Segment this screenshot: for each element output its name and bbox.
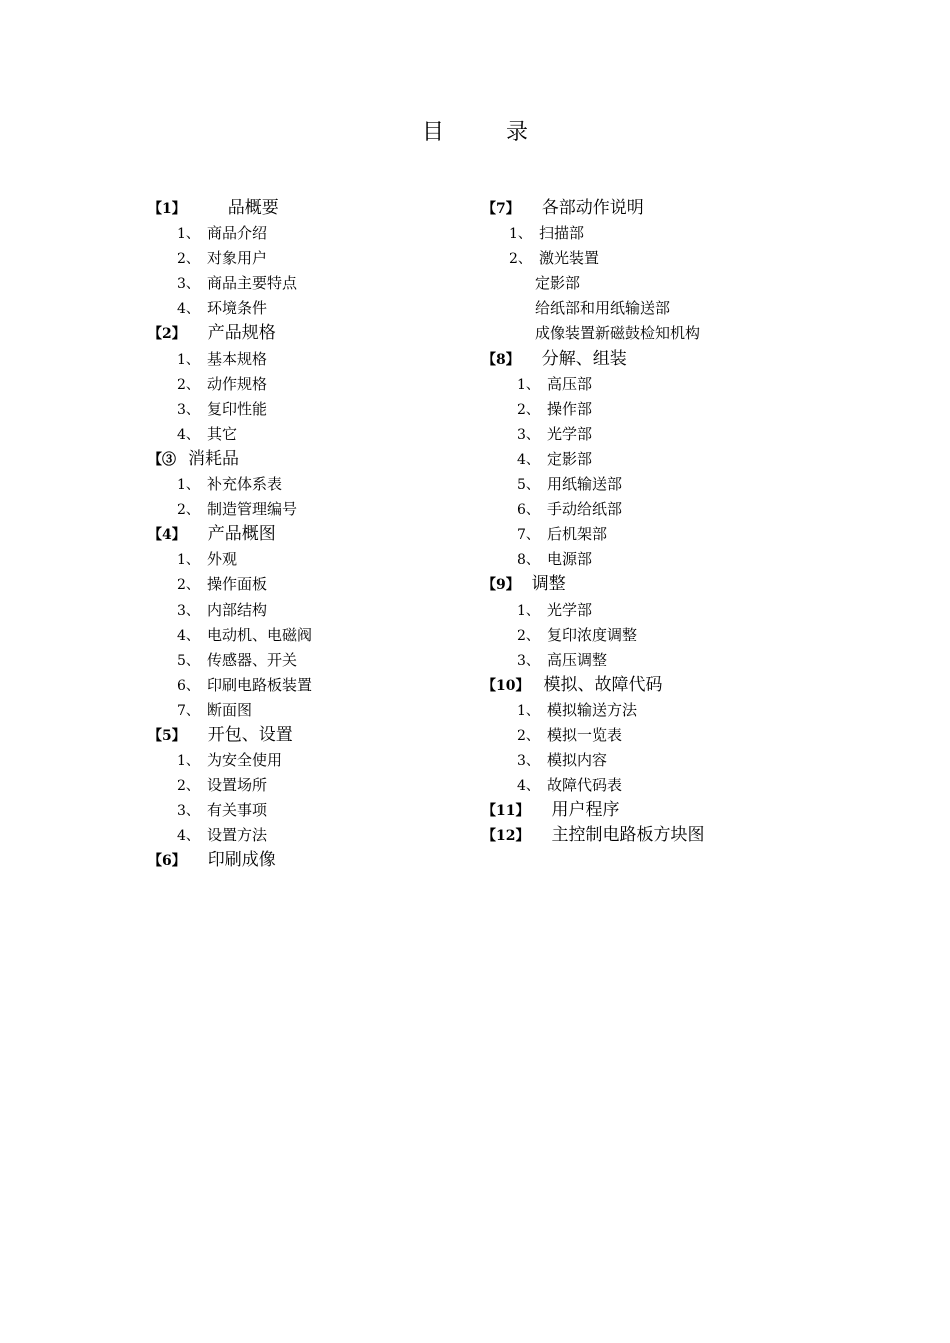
subsection-title: 给纸部和用纸输送部 bbox=[535, 299, 671, 318]
subsection-number: 1、 bbox=[177, 477, 200, 494]
subsection-title: 操作部 bbox=[547, 399, 593, 418]
subsection-number: 3、 bbox=[177, 401, 200, 418]
title-char-left: 目 bbox=[421, 120, 444, 145]
subsection-title: 设置方法 bbox=[207, 826, 268, 845]
toc-subsection-item[interactable] bbox=[482, 422, 704, 447]
subsection-number: 1、 bbox=[517, 602, 540, 619]
subsection-number: 2、 bbox=[177, 577, 200, 594]
subsection-number: 2、 bbox=[517, 401, 540, 418]
subsection-number: 8、 bbox=[517, 552, 540, 569]
section-title: 产品概图 bbox=[207, 524, 276, 545]
subsection-title: 其它 bbox=[207, 424, 238, 443]
toc-subsection-item[interactable] bbox=[482, 723, 704, 748]
section-title: 印刷成像 bbox=[207, 850, 276, 871]
subsection-number: 5、 bbox=[517, 477, 540, 494]
subsection-title: 扫描部 bbox=[539, 224, 585, 243]
section-title: 各部动作说明 bbox=[541, 198, 644, 218]
subsection-number: 2、 bbox=[177, 376, 200, 393]
subsection-number: 4、 bbox=[517, 778, 540, 795]
subsection-number: 2、 bbox=[509, 251, 532, 268]
section-number: 【9】 bbox=[482, 577, 520, 594]
section-number: 【8】 bbox=[482, 351, 520, 368]
toc-section-heading[interactable] bbox=[482, 196, 704, 221]
toc-section-heading[interactable] bbox=[482, 673, 704, 698]
section-number: 【7】 bbox=[482, 201, 520, 217]
toc-subsection-item[interactable] bbox=[148, 623, 312, 648]
subsection-title: 定影部 bbox=[535, 274, 581, 293]
toc-subsection-item[interactable] bbox=[148, 271, 312, 296]
toc-subsection-item[interactable] bbox=[148, 598, 312, 623]
toc-subsection-item[interactable] bbox=[482, 447, 704, 472]
subsection-number: 1、 bbox=[509, 226, 532, 243]
subsection-number: 3、 bbox=[177, 276, 200, 293]
subsection-number: 5、 bbox=[177, 652, 200, 669]
toc-subsection-item[interactable] bbox=[482, 648, 704, 673]
subsection-number: 4、 bbox=[177, 426, 200, 443]
section-number: 【1】 bbox=[148, 201, 186, 217]
subsection-title: 操作面板 bbox=[207, 575, 268, 594]
subsection-title: 激光装置 bbox=[539, 249, 600, 268]
toc-subsection-item[interactable] bbox=[482, 221, 704, 246]
subsection-title: 光学部 bbox=[547, 600, 593, 619]
section-number: 【5】 bbox=[148, 727, 186, 744]
subsection-title: 高压调整 bbox=[547, 650, 608, 669]
subsection-number: 2、 bbox=[177, 502, 200, 519]
toc-subsection-item[interactable] bbox=[148, 547, 312, 572]
page-title bbox=[0, 115, 950, 146]
toc-subsection-item[interactable] bbox=[148, 673, 312, 698]
toc-subsection-item[interactable] bbox=[148, 773, 312, 798]
toc-section-heading[interactable] bbox=[148, 196, 312, 221]
subsection-title: 后机架部 bbox=[547, 525, 608, 544]
toc-subsection-item[interactable] bbox=[148, 397, 312, 422]
section-title: 调整 bbox=[531, 574, 566, 595]
toc-section-heading[interactable] bbox=[482, 347, 704, 372]
toc-section-heading[interactable] bbox=[148, 447, 312, 472]
subsection-title: 用纸输送部 bbox=[547, 475, 623, 494]
subsection-title: 光学部 bbox=[547, 424, 593, 443]
toc-subsection-item[interactable] bbox=[148, 296, 312, 321]
subsection-title: 故障代码表 bbox=[547, 776, 623, 795]
subsection-title: 外观 bbox=[207, 550, 238, 569]
toc-subsection-item[interactable] bbox=[148, 698, 312, 723]
toc-section-heading[interactable] bbox=[482, 823, 704, 848]
toc-subsection-item[interactable] bbox=[482, 623, 704, 648]
toc-subsection-item[interactable] bbox=[482, 246, 704, 271]
section-title: 主控制电路板方块图 bbox=[551, 825, 705, 846]
subsection-number: 3、 bbox=[517, 426, 540, 443]
subsection-number: 6、 bbox=[177, 677, 200, 694]
toc-plain-item[interactable] bbox=[482, 271, 704, 296]
subsection-title: 模拟输送方法 bbox=[547, 700, 638, 719]
subsection-number: 1、 bbox=[177, 552, 200, 569]
subsection-title: 模拟一览表 bbox=[547, 725, 623, 744]
toc-subsection-item[interactable] bbox=[148, 422, 312, 447]
subsection-title: 传感器、开关 bbox=[207, 650, 298, 669]
toc-section-heading[interactable] bbox=[148, 723, 312, 748]
toc-left-column bbox=[148, 196, 312, 874]
section-title: 产品规格 bbox=[207, 323, 276, 344]
subsection-title: 断面图 bbox=[207, 700, 253, 719]
section-number: 【4】 bbox=[148, 527, 186, 544]
toc-section-heading[interactable] bbox=[148, 321, 312, 346]
subsection-title: 电动机、电磁阀 bbox=[207, 625, 313, 644]
subsection-number: 3、 bbox=[177, 602, 200, 619]
section-number: 【10】 bbox=[482, 677, 530, 694]
toc-subsection-item[interactable] bbox=[148, 221, 312, 246]
toc-subsection-item[interactable] bbox=[148, 798, 312, 823]
section-title: 分解、组装 bbox=[541, 348, 627, 369]
subsection-title: 内部结构 bbox=[207, 600, 268, 619]
section-number: 【12】 bbox=[482, 828, 530, 845]
subsection-title: 有关事项 bbox=[207, 801, 268, 820]
subsection-number: 3、 bbox=[517, 652, 540, 669]
title-char-right: 录 bbox=[506, 120, 529, 145]
toc-subsection-item[interactable] bbox=[148, 347, 312, 372]
subsection-number: 4、 bbox=[177, 627, 200, 644]
toc-subsection-item[interactable] bbox=[482, 522, 704, 547]
subsection-title: 模拟内容 bbox=[547, 751, 608, 770]
section-title: 模拟、故障代码 bbox=[543, 674, 663, 695]
subsection-title: 对象用户 bbox=[207, 249, 268, 268]
subsection-number: 2、 bbox=[177, 778, 200, 795]
toc-subsection-item[interactable] bbox=[148, 497, 312, 522]
section-number: 【6】 bbox=[148, 853, 186, 870]
toc-subsection-item[interactable] bbox=[148, 748, 312, 773]
subsection-title: 成像装置新磁鼓检知机构 bbox=[535, 324, 701, 343]
subsection-number: 1、 bbox=[177, 753, 200, 770]
subsection-number: 1、 bbox=[517, 376, 540, 393]
toc-right-column bbox=[482, 196, 704, 848]
subsection-title: 电源部 bbox=[547, 550, 593, 569]
subsection-title: 商品主要特点 bbox=[207, 274, 298, 293]
section-number: 【11】 bbox=[482, 803, 530, 820]
toc-section-heading[interactable] bbox=[148, 522, 312, 547]
toc-subsection-item[interactable] bbox=[482, 547, 704, 572]
subsection-title: 复印浓度调整 bbox=[547, 625, 638, 644]
subsection-number: 6、 bbox=[517, 502, 540, 519]
subsection-title: 商品介绍 bbox=[207, 224, 268, 243]
section-number: 【2】 bbox=[148, 326, 186, 343]
section-title: 品概要 bbox=[227, 198, 279, 218]
subsection-title: 为安全使用 bbox=[207, 751, 283, 770]
section-number: 【③ bbox=[148, 451, 176, 468]
subsection-title: 高压部 bbox=[547, 374, 593, 393]
toc-subsection-item[interactable] bbox=[482, 372, 704, 397]
toc-subsection-item[interactable] bbox=[148, 648, 312, 673]
subsection-number: 1、 bbox=[177, 351, 200, 368]
subsection-title: 制造管理编号 bbox=[207, 500, 298, 519]
subsection-number: 3、 bbox=[177, 803, 200, 820]
subsection-number: 1、 bbox=[177, 226, 200, 243]
toc-subsection-item[interactable] bbox=[482, 748, 704, 773]
subsection-title: 基本规格 bbox=[207, 349, 268, 368]
subsection-title: 补充体系表 bbox=[207, 475, 283, 494]
toc-plain-item[interactable] bbox=[482, 321, 704, 346]
toc-section-heading[interactable] bbox=[482, 572, 704, 597]
subsection-number: 1、 bbox=[517, 702, 540, 719]
subsection-title: 设置场所 bbox=[207, 776, 268, 795]
section-title: 开包、设置 bbox=[207, 724, 293, 745]
subsection-number: 7、 bbox=[177, 702, 200, 719]
subsection-title: 动作规格 bbox=[207, 374, 268, 393]
toc-subsection-item[interactable] bbox=[482, 472, 704, 497]
subsection-number: 4、 bbox=[517, 451, 540, 468]
toc-subsection-item[interactable] bbox=[148, 372, 312, 397]
section-title: 用户程序 bbox=[551, 800, 620, 821]
subsection-title: 印刷电路板装置 bbox=[207, 675, 313, 694]
subsection-number: 7、 bbox=[517, 527, 540, 544]
subsection-title: 复印性能 bbox=[207, 399, 268, 418]
subsection-number: 2、 bbox=[517, 627, 540, 644]
toc-subsection-item[interactable] bbox=[482, 773, 704, 798]
subsection-number: 2、 bbox=[517, 727, 540, 744]
subsection-number: 2、 bbox=[177, 251, 200, 268]
toc-section-heading[interactable] bbox=[148, 848, 312, 873]
subsection-number: 4、 bbox=[177, 828, 200, 845]
subsection-number: 3、 bbox=[517, 753, 540, 770]
subsection-title: 定影部 bbox=[547, 449, 593, 468]
toc-plain-item[interactable] bbox=[482, 296, 704, 321]
toc-subsection-item[interactable] bbox=[148, 472, 312, 497]
section-title: 消耗品 bbox=[188, 448, 239, 469]
toc-subsection-item[interactable] bbox=[148, 823, 312, 848]
toc-subsection-item[interactable] bbox=[148, 246, 312, 271]
subsection-title: 手动给纸部 bbox=[547, 500, 623, 519]
subsection-title: 环境条件 bbox=[207, 299, 268, 318]
toc-subsection-item[interactable] bbox=[482, 698, 704, 723]
toc-section-heading[interactable] bbox=[482, 798, 704, 823]
toc-subsection-item[interactable] bbox=[482, 497, 704, 522]
subsection-number: 4、 bbox=[177, 301, 200, 318]
toc-subsection-item[interactable] bbox=[482, 598, 704, 623]
toc-subsection-item[interactable] bbox=[482, 397, 704, 422]
toc-subsection-item[interactable] bbox=[148, 572, 312, 597]
